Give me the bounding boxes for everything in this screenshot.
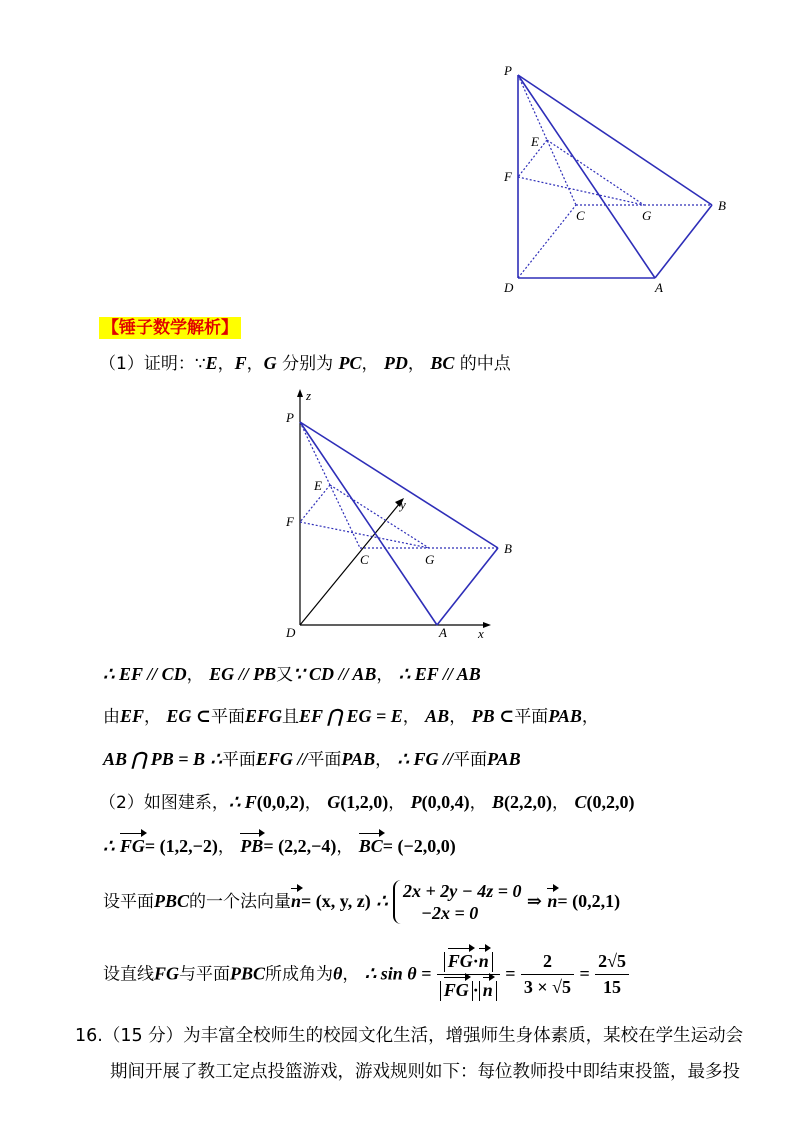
- label-C: C: [576, 208, 585, 223]
- var-f: F: [234, 353, 247, 373]
- word: 又: [276, 665, 294, 685]
- expr: P: [410, 792, 422, 812]
- expr: B: [492, 792, 505, 812]
- expr: ∴ FG //: [397, 749, 453, 769]
- word: 平面: [514, 707, 549, 727]
- expr: ∴ EF // CD: [103, 664, 187, 684]
- equation-2: −2x = 0: [421, 903, 479, 923]
- word: 由: [103, 707, 120, 727]
- sep: ，: [342, 964, 360, 985]
- implies: ⇒: [526, 891, 542, 911]
- label-C-2: C: [360, 552, 369, 567]
- word: 平面: [307, 750, 342, 770]
- expr: C: [574, 792, 587, 812]
- vector-n: n: [547, 888, 557, 912]
- sep: ，: [336, 837, 354, 857]
- expr: PAB: [486, 749, 521, 769]
- edge-AB-2: [437, 548, 498, 625]
- label-F: F: [504, 169, 512, 184]
- equation-system: [393, 880, 521, 924]
- axis-y: [300, 503, 400, 625]
- vector-n: n: [483, 977, 493, 1001]
- numerator: 2√5: [595, 951, 629, 975]
- expr: EF ⋂ EG = E: [299, 706, 403, 726]
- coordinate-figure-2: [280, 385, 520, 645]
- expr: ∴ sin θ =: [364, 963, 432, 984]
- edge-FG-2: [300, 522, 429, 548]
- label-F-2: F: [286, 514, 294, 529]
- coord: (0,0,2): [256, 792, 305, 812]
- part1-mid: 分别为: [282, 354, 334, 374]
- sep: ，: [376, 665, 394, 685]
- edge-PA: [518, 75, 655, 278]
- question-16-line-2: 期间开展了教工定点投篮游戏，游戏规则如下：每位教师投中即结束投篮，最多投: [110, 1062, 740, 1082]
- dot: ·: [472, 951, 479, 971]
- label-P-2: P: [286, 410, 294, 425]
- word: （2）如图建系，: [99, 793, 229, 813]
- expr: G: [327, 792, 341, 812]
- label-D-2: D: [286, 625, 296, 640]
- denominator: 3 × √5: [523, 977, 572, 997]
- edge-AB: [655, 205, 712, 278]
- part2-coordinates: [99, 788, 634, 813]
- pyramid-figure-1: [490, 60, 740, 300]
- part1-tail: 的中点: [459, 354, 511, 374]
- sep: ，: [552, 793, 570, 813]
- denominator: 15: [603, 977, 622, 997]
- label-G-2: G: [425, 552, 435, 567]
- label-B: B: [718, 198, 726, 213]
- equals: =: [579, 963, 590, 984]
- expr: = (1,2,−2): [144, 836, 218, 856]
- label-x: x: [478, 626, 484, 641]
- sep: ，: [217, 354, 235, 374]
- expr: EG ⊂: [166, 706, 212, 726]
- question-16-line-1: 16.（15 分）为丰富全校师生的校园文化生活，增强师生身体素质，某校在学生运动会: [75, 1026, 744, 1046]
- sep: ，: [304, 793, 322, 813]
- sep: ，: [581, 707, 599, 727]
- label-B-2: B: [504, 541, 512, 556]
- edge-DC: [518, 205, 576, 278]
- expr: PBC: [154, 891, 190, 911]
- sep: ，: [449, 707, 467, 727]
- normal-vector-line: [103, 880, 620, 924]
- label-z: z: [306, 388, 312, 403]
- sep: ，: [375, 750, 393, 770]
- vector-n: n: [291, 888, 301, 912]
- var-e: E: [205, 353, 218, 373]
- numerator: 2: [521, 951, 574, 975]
- expr: EFG: [245, 706, 283, 726]
- sep: ，: [144, 707, 162, 727]
- vector-bc: BC: [359, 833, 383, 857]
- proof-line-2: [103, 702, 599, 727]
- expr: = (x, y, z): [301, 891, 371, 911]
- expr: ∴ F: [228, 792, 257, 812]
- fraction-2: [521, 951, 574, 998]
- label-y: y: [400, 497, 406, 512]
- expr: = (0,2,1): [557, 891, 621, 911]
- word: 设直线: [103, 964, 154, 985]
- label-D: D: [504, 280, 514, 295]
- coord: (0,2,0): [586, 792, 635, 812]
- coord: (2,2,0): [504, 792, 553, 812]
- axis-x-arrow: [483, 622, 491, 628]
- solution-title-text: 【锤子数学解析】: [99, 317, 241, 339]
- label-P: P: [504, 63, 512, 78]
- expr: ∴: [210, 749, 222, 769]
- sep: ，: [469, 793, 487, 813]
- vectors-line: [103, 832, 456, 857]
- sep: ，: [407, 354, 425, 374]
- word: 平面: [211, 707, 246, 727]
- expr: EG // PB: [209, 664, 277, 684]
- expr: ∴ EF // AB: [398, 664, 481, 684]
- axis-z-arrow: [297, 389, 303, 397]
- vector-fg: FG: [444, 977, 469, 1001]
- vector-fg: FG: [120, 833, 145, 857]
- word: 的一个法向量: [189, 892, 292, 912]
- word: 所成角为: [265, 964, 334, 985]
- part1-statement: [99, 349, 511, 374]
- expr: PAB: [341, 749, 376, 769]
- equals: =: [505, 963, 516, 984]
- fraction-1: [437, 948, 500, 1001]
- solution-title: [99, 313, 241, 338]
- label-A-2: A: [439, 625, 447, 640]
- expr: PBC: [230, 963, 266, 984]
- expr: PB ⊂: [471, 706, 515, 726]
- word: 设平面: [103, 892, 154, 912]
- angle-line: [103, 948, 629, 1001]
- expr: EF: [120, 706, 145, 726]
- sep: ，: [246, 354, 264, 374]
- sep: ，: [388, 793, 406, 813]
- sep: ，: [186, 665, 204, 685]
- proof-line-1: [103, 660, 481, 685]
- sep: ，: [361, 354, 379, 374]
- fraction-3: [595, 951, 629, 998]
- word: 平面: [221, 750, 256, 770]
- seg-pd: PD: [383, 353, 408, 373]
- label-E-2: E: [314, 478, 322, 493]
- coord: (0,0,4): [421, 792, 470, 812]
- label-E: E: [531, 134, 539, 149]
- vector-n: n: [479, 948, 489, 972]
- expr: = (−2,0,0): [382, 836, 456, 856]
- expr: ∴: [376, 891, 388, 911]
- expr: ∴: [103, 836, 115, 856]
- seg-pc: PC: [338, 353, 362, 373]
- edge-FG: [518, 177, 644, 205]
- expr: ∵ CD // AB: [293, 664, 377, 684]
- sep: ，: [217, 837, 235, 857]
- word: 与平面: [179, 964, 231, 985]
- expr: EFG //: [255, 749, 308, 769]
- part1-intro: （1）证明：∵: [99, 354, 206, 374]
- dot: ·: [472, 980, 479, 1000]
- label-G: G: [642, 208, 652, 223]
- word: 且: [282, 707, 300, 727]
- sep: ，: [402, 707, 420, 727]
- equation-1: 2x + 2y − 4z = 0: [403, 881, 522, 901]
- vector-fg: FG: [448, 948, 473, 972]
- expr: PAB: [548, 706, 582, 726]
- expr: θ: [333, 963, 343, 984]
- word: 平面: [452, 750, 487, 770]
- expr: AB ⋂ PB = B: [103, 749, 206, 769]
- edge-PA-2: [300, 422, 437, 625]
- var-g: G: [263, 353, 277, 373]
- expr: FG: [154, 963, 180, 984]
- expr: = (2,2,−4): [263, 836, 337, 856]
- expr: AB: [425, 706, 450, 726]
- proof-line-3: [103, 745, 521, 770]
- seg-bc: BC: [430, 353, 455, 373]
- vector-pb: PB: [240, 833, 263, 857]
- label-A: A: [655, 280, 663, 295]
- coord: (1,2,0): [340, 792, 389, 812]
